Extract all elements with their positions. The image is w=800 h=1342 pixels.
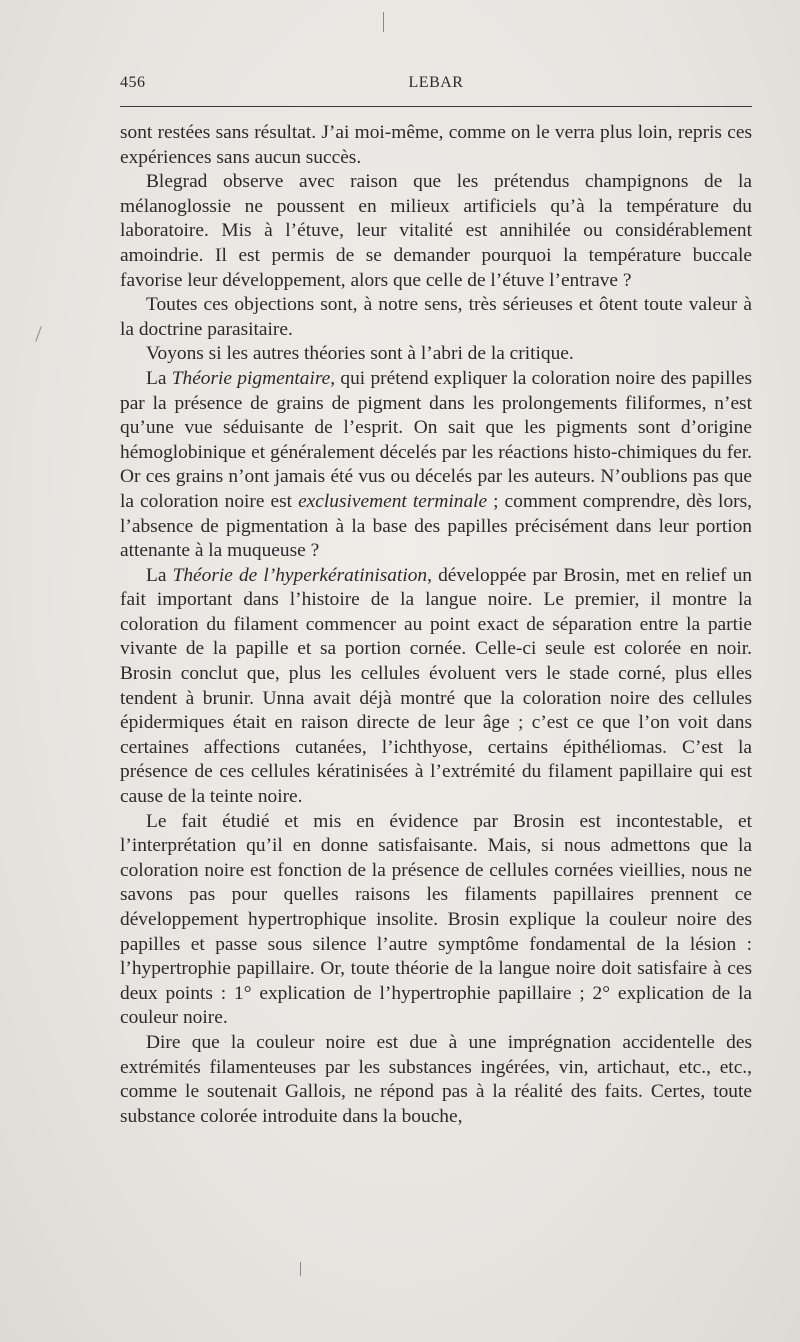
scan-speck: [35, 326, 41, 341]
text-segment: , développée par Brosin, met en relief un fait important dans l’histoire de la langue noire. Le premier, il montre la coloration du filament commencer au point exact de séparation entre la partie vivante de la papille et sa portion cornée. Celle-ci seule est colorée en noir. Brosin conclut que, plus les cellules évoluent vers le stade corné, plus elles tendent à brunir. Unna avait déjà montré que la coloration noire des cellules épidermiques était en raison directe de leur âge ; c’est ce que l’on voit dans certaines affections cutanées, l’ichthyose, certains épithéliomas. C’est la présence de ces cellules kératinisées à l’extrémité du filament papillaire qui est cause de la teinte noire.: [120, 564, 752, 808]
paragraph: [120, 170, 752, 293]
text-segment: La: [146, 367, 172, 389]
scan-speck: [300, 1262, 301, 1276]
text-segment: ; comment comprendre, dès lors, l’absence de pigmentation à la base des papilles précisément dans leur portion attenante à la muqueuse ?: [120, 490, 752, 562]
text-segment: Blegrad observe avec raison que les prétendus champignons de la mélanoglossie ne poussent en milieux artificiels qu’à la température du laboratoire. Mis à l’étuve, leur vitalité est annihilée ou considérablement amoindrie. Il est permis de se demander pourquoi la température buccale favorise leur développement, alors que celle de l’étuve l’entrave ?: [120, 171, 752, 291]
paragraph: [120, 367, 752, 564]
page-number: 456: [120, 74, 146, 91]
italic-term: Théorie pigmentaire: [171, 367, 331, 389]
paragraph: [120, 342, 752, 367]
text-segment: Voyons si les autres théories sont à l’abri de la critique.: [146, 343, 574, 365]
text-segment: Toutes ces objections sont, à notre sens, très sérieuses et ôtent toute valeur à la doctrine parasitaire.: [120, 294, 752, 340]
scan-speck: [383, 12, 384, 32]
paragraph: [120, 121, 752, 170]
body-text: [120, 121, 752, 1129]
paragraph: [120, 293, 752, 342]
running-title: LEBAR: [408, 74, 464, 91]
text-segment: , qui prétend expliquer la coloration noire des papilles par la présence de grains de pigment dans les prolongements filiformes, n’est qu’une vue séduisante de l’esprit. On sait que les pigments sont d’origine hémoglobinique et généralement décelés par les réactions histo-chimiques du fer. Or ces grains n’ont jamais été vus ou décelés par les auteurs. N’oublions pas que la coloration noire est: [120, 367, 752, 512]
text-segment: Dire que la couleur noire est due à une imprégnation accidentelle des extrémités filamenteuses par les substances ingérées, vin, artichaut, etc., etc., comme le soutenait Gallois, ne répond pas à la réalité des faits. Certes, toute substance colorée introduite dans la bouche,: [120, 1031, 752, 1127]
italic-term: exclusivement terminale: [298, 490, 488, 512]
text-segment: sont restées sans résultat. J’ai moi-même, comme on le verra plus loin, repris ces expériences sans aucun succès.: [120, 122, 752, 168]
paragraph: [120, 810, 752, 1031]
paragraph: [120, 564, 752, 810]
text-segment: La: [146, 564, 173, 586]
paragraph: [120, 1031, 752, 1129]
page-header: [120, 74, 752, 98]
header-rule: [120, 106, 752, 107]
text-segment: Le fait étudié et mis en évidence par Brosin est incontestable, et l’interprétation qu’il en donne satisfaisante. Mais, si nous admettons que la coloration noire est fonction de la présence de cellules cornées vieillies, nous ne savons pas pour quelles raisons les filaments papillaires prennent ce développement hypertrophique insolite. Brosin explique la couleur noire des papilles et passe sous silence l’autre symptôme fondamental de la lésion : l’hypertrophie papillaire. Or, toute théorie de la langue noire doit satisfaire à ces deux points : 1° explication de l’hypertrophie papillaire ; 2° explication de la couleur noire.: [120, 810, 752, 1029]
italic-term: Théorie de l’hyperkératinisation: [172, 564, 428, 586]
